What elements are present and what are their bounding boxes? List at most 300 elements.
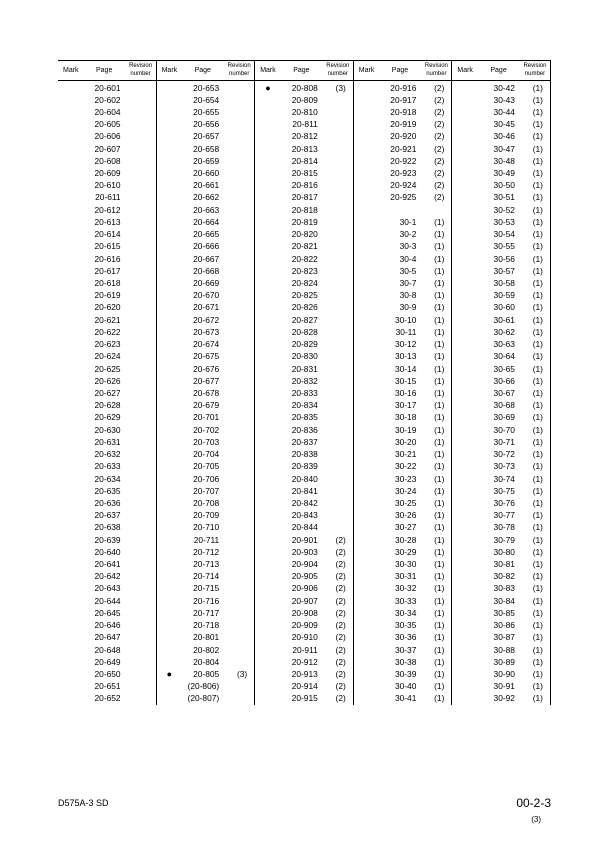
page-cell: 20-620 <box>94 302 121 313</box>
revision-cell: (1) <box>532 204 543 215</box>
table-row <box>452 509 550 521</box>
page-cell: 20-925 <box>390 192 417 203</box>
page-cell: 30-9 <box>399 302 417 313</box>
table-row <box>157 546 255 558</box>
revision-cell: (2) <box>335 583 346 594</box>
page-cell: 20-904 <box>291 559 318 570</box>
table-row <box>157 692 255 704</box>
header-page: Page <box>293 67 310 74</box>
table-row <box>157 582 255 594</box>
page-cell: 20-822 <box>291 253 318 264</box>
revision-cell: (2) <box>434 106 445 117</box>
page-cell: 20-708 <box>193 497 220 508</box>
page-cell: 20-816 <box>291 180 318 191</box>
table-row <box>58 521 156 533</box>
page-cell: 20-641 <box>94 559 121 570</box>
page-cell: 20-652 <box>94 693 121 704</box>
table-row <box>354 436 452 448</box>
table-row <box>157 668 255 680</box>
page-cell: 20-827 <box>291 314 318 325</box>
table-row <box>157 363 255 375</box>
page-cell: 20-815 <box>291 168 318 179</box>
page-cell: 20-637 <box>94 510 121 521</box>
page-cell: 20-910 <box>291 632 318 643</box>
table-row <box>157 118 255 130</box>
page-cell: 20-705 <box>193 461 220 472</box>
table-row <box>157 375 255 387</box>
page-cell: 20-658 <box>193 143 220 154</box>
table-row <box>255 289 353 301</box>
page-cell: 20-642 <box>94 571 121 582</box>
page-cell: 20-922 <box>390 155 417 166</box>
revision-cell: (1) <box>434 546 445 557</box>
page-cell: 30-83 <box>493 583 515 594</box>
page-cell: 20-830 <box>291 351 318 362</box>
table-row <box>255 191 353 203</box>
page-cell: 30-54 <box>493 229 515 240</box>
table-row <box>157 204 255 216</box>
page-cell: 20-640 <box>94 546 121 557</box>
table-row <box>255 253 353 265</box>
page-cell: 20-838 <box>291 449 318 460</box>
column-header <box>255 60 353 81</box>
table-row <box>58 680 156 692</box>
page-cell: 20-612 <box>94 204 121 215</box>
page-cell: 20-611 <box>95 192 121 203</box>
table-row <box>255 534 353 546</box>
page-cell: 30-76 <box>493 497 515 508</box>
page-cell: 20-602 <box>94 94 121 105</box>
page-cell: 20-627 <box>94 387 121 398</box>
revision-cell: (1) <box>434 314 445 325</box>
table-row <box>255 94 353 106</box>
table-row <box>354 582 452 594</box>
table-row <box>58 448 156 460</box>
table-row <box>255 497 353 509</box>
table-row <box>157 399 255 411</box>
page-cell: 20-630 <box>94 424 121 435</box>
revision-cell: (1) <box>532 82 543 93</box>
footer-model: D575A-3 SD <box>58 798 109 808</box>
table-row <box>452 253 550 265</box>
table-row <box>452 595 550 607</box>
table-row <box>255 558 353 570</box>
table-row <box>58 216 156 228</box>
table-row <box>255 473 353 485</box>
table-row <box>58 301 156 313</box>
table-row <box>157 485 255 497</box>
page-cell: 20-825 <box>291 290 318 301</box>
revision-cell: (1) <box>434 436 445 447</box>
table-row <box>255 301 353 313</box>
table-row <box>452 485 550 497</box>
table-row <box>255 118 353 130</box>
table-row <box>354 473 452 485</box>
page-cell: 20-670 <box>193 290 220 301</box>
page-cell: 20-802 <box>193 644 220 655</box>
page-cell: 30-70 <box>493 424 515 435</box>
column-block-2 <box>157 60 256 705</box>
table-row <box>157 106 255 118</box>
page-cell: 20-665 <box>193 229 220 240</box>
header-page: Page <box>391 67 409 74</box>
table-row <box>58 607 156 619</box>
page-cell: 20-837 <box>291 436 318 447</box>
table-row <box>452 631 550 643</box>
page-cell: 20-818 <box>291 204 318 215</box>
page-cell: 20-834 <box>291 400 318 411</box>
page-cell: 30-61 <box>493 314 515 325</box>
revision-cell: (1) <box>434 497 445 508</box>
revision-cell: (1) <box>532 278 543 288</box>
page-cell: 20-710 <box>193 522 220 533</box>
page-cell: 30-2 <box>399 229 417 240</box>
revision-cell: (1) <box>434 216 445 227</box>
revision-cell: (1) <box>532 106 543 117</box>
page-cell: 30-75 <box>493 485 515 496</box>
table-row <box>157 277 255 289</box>
page-cell: 20-626 <box>94 375 121 386</box>
revision-cell: (1) <box>434 534 445 545</box>
page-cell: 20-617 <box>94 265 121 276</box>
revision-cell: (2) <box>434 131 445 142</box>
page-cell: 30-72 <box>493 449 515 460</box>
footer-page-revision: (3) <box>531 815 541 824</box>
revision-cell: (1) <box>434 375 445 386</box>
page-cell: 30-65 <box>493 363 515 374</box>
revision-cell: (3) <box>335 82 346 93</box>
revision-cell: (1) <box>532 143 543 154</box>
table-row <box>255 167 353 179</box>
page-cell: 20-716 <box>193 595 220 606</box>
page-cell: 20-667 <box>193 253 220 264</box>
revision-cell: (2) <box>434 94 445 105</box>
page-cell: 30-4 <box>399 253 417 264</box>
page-cell: 20-605 <box>94 119 121 130</box>
table-row <box>354 167 452 179</box>
revision-cell: (2) <box>434 168 445 179</box>
table-row <box>58 326 156 338</box>
table-row <box>255 619 353 631</box>
table-row <box>157 155 255 167</box>
table-row <box>452 411 550 423</box>
revision-cell: (1) <box>434 449 445 460</box>
page-cell: 20-679 <box>193 400 220 411</box>
revision-cell: (2) <box>335 632 346 643</box>
table-row <box>354 94 452 106</box>
table-row <box>354 570 452 582</box>
revision-cell: (1) <box>434 229 445 240</box>
page-cell: 20-636 <box>94 497 121 508</box>
table-row <box>255 375 353 387</box>
table-row <box>157 179 255 191</box>
page-cell: 30-89 <box>493 656 515 667</box>
table-row <box>452 570 550 582</box>
table-row <box>452 82 550 94</box>
page-cell: 20-841 <box>291 485 318 496</box>
revision-cell: (1) <box>434 669 445 679</box>
page-cell: 30-43 <box>493 94 515 105</box>
revision-cell: (1) <box>532 314 543 325</box>
table-row <box>157 644 255 656</box>
page-cell: 20-713 <box>193 559 220 570</box>
page-cell: 20-639 <box>94 534 121 545</box>
page-cell: 30-16 <box>394 387 417 398</box>
page-cell: 30-35 <box>394 620 417 631</box>
page-cell: 20-616 <box>94 253 121 264</box>
revision-cell: (1) <box>532 546 543 557</box>
revision-cell: (1) <box>434 400 445 411</box>
revision-cell: (1) <box>532 583 543 594</box>
table-row <box>58 191 156 203</box>
table-row <box>452 534 550 546</box>
table-row <box>452 216 550 228</box>
table-row <box>354 521 452 533</box>
table-row <box>157 338 255 350</box>
page-cell: 20-829 <box>291 339 318 350</box>
revision-cell: (2) <box>335 546 346 557</box>
table-row <box>354 644 452 656</box>
table-row <box>354 155 452 167</box>
table-row <box>354 118 452 130</box>
page-cell: 20-678 <box>193 387 220 398</box>
table-row <box>255 436 353 448</box>
revision-cell: (2) <box>335 620 346 631</box>
table-row <box>58 668 156 680</box>
table-row <box>58 179 156 191</box>
table-row <box>354 534 452 546</box>
table-row <box>255 216 353 228</box>
table-row <box>354 179 452 191</box>
table-row <box>157 94 255 106</box>
table-row <box>58 94 156 106</box>
page-cell: 30-46 <box>493 131 515 142</box>
table-row <box>58 644 156 656</box>
page-cell: 20-668 <box>193 265 220 276</box>
page-cell: 30-53 <box>493 216 515 227</box>
revision-cell: (1) <box>532 485 543 496</box>
page-cell: 20-609 <box>94 168 121 179</box>
table-row <box>452 94 550 106</box>
page-cell: 20-661 <box>193 180 220 191</box>
page-cell: 20-828 <box>291 326 318 337</box>
page-cell: 20-836 <box>291 424 318 435</box>
page-cell: 20-645 <box>94 607 121 618</box>
page-cell: 30-36 <box>394 632 417 643</box>
page-cell: 20-669 <box>193 278 220 288</box>
revision-cell: (1) <box>532 339 543 350</box>
revision-cell: (1) <box>434 510 445 521</box>
table-row <box>58 692 156 704</box>
revision-cell: (1) <box>434 473 445 484</box>
header-revision: Revision number <box>523 63 547 77</box>
table-row <box>58 167 156 179</box>
table-row <box>58 534 156 546</box>
table-row <box>255 521 353 533</box>
page-cell: 20-649 <box>94 656 121 667</box>
table-row <box>157 314 255 326</box>
page-cell: 20-659 <box>193 155 220 166</box>
revision-cell: (1) <box>434 363 445 374</box>
page-cell: 30-56 <box>493 253 515 264</box>
revision-cell: (1) <box>532 681 543 692</box>
revision-cell: (1) <box>532 656 543 667</box>
page-cell: 30-42 <box>493 82 515 93</box>
table-row <box>354 130 452 142</box>
page-cell: 30-91 <box>493 681 515 692</box>
revision-cell: (1) <box>434 559 445 570</box>
page-cell: 30-7 <box>399 278 417 288</box>
table-row <box>58 143 156 155</box>
revision-cell: (1) <box>434 522 445 533</box>
page-cell: 30-39 <box>394 669 417 679</box>
page-cell: 30-63 <box>493 339 515 350</box>
page-cell: 20-903 <box>291 546 318 557</box>
header-mark: Mark <box>358 67 375 74</box>
revision-cell: (1) <box>434 253 445 264</box>
revision-cell: (1) <box>532 326 543 337</box>
revision-cell: (1) <box>532 180 543 191</box>
revision-cell: (2) <box>335 607 346 618</box>
table-row <box>452 265 550 277</box>
table-row <box>157 191 255 203</box>
column-block-4 <box>354 60 453 705</box>
revision-cell: (1) <box>532 559 543 570</box>
table-row <box>157 411 255 423</box>
revision-cell: (2) <box>335 534 346 545</box>
page-cell: 30-88 <box>493 644 515 655</box>
revision-cell: (1) <box>434 241 445 252</box>
header-revision: Revision number <box>227 63 251 77</box>
table-row <box>157 631 255 643</box>
page-cell: 30-1 <box>399 216 417 227</box>
revision-cell: (1) <box>434 681 445 692</box>
page-cell: 30-3 <box>399 241 417 252</box>
page-cell: 30-71 <box>493 436 515 447</box>
table-row <box>452 143 550 155</box>
table-row <box>58 82 156 94</box>
table-row <box>354 607 452 619</box>
table-row <box>452 387 550 399</box>
table-row <box>354 191 452 203</box>
table-row <box>354 595 452 607</box>
page-cell: 30-20 <box>394 436 417 447</box>
header-page: Page <box>194 67 211 74</box>
table-row <box>452 191 550 203</box>
table-row <box>354 216 452 228</box>
page-cell: 30-37 <box>394 644 417 655</box>
revision-list-table <box>58 60 551 705</box>
table-row <box>255 387 353 399</box>
page-cell: 20-711 <box>193 534 220 545</box>
revision-cell: (1) <box>532 94 543 105</box>
revision-cell: (1) <box>434 693 445 704</box>
table-row <box>58 314 156 326</box>
page-cell: 30-32 <box>394 583 417 594</box>
page-cell: 20-643 <box>94 583 121 594</box>
page-cell: 20-647 <box>94 632 121 643</box>
page-cell: 20-919 <box>390 119 417 130</box>
table-row <box>157 521 255 533</box>
revision-cell: (1) <box>532 387 543 398</box>
page-cell: 30-28 <box>394 534 417 545</box>
page-cell: 20-619 <box>94 290 121 301</box>
table-row <box>255 240 353 252</box>
page-cell: 20-644 <box>94 595 121 606</box>
table-row <box>58 424 156 436</box>
page-cell: 30-27 <box>394 522 417 533</box>
page-cell: 20-610 <box>94 180 121 191</box>
table-row <box>58 363 156 375</box>
header-mark: Mark <box>260 67 276 74</box>
table-row <box>452 350 550 362</box>
page-cell: 20-673 <box>193 326 220 337</box>
page-cell: 30-30 <box>394 559 417 570</box>
revision-cell: (2) <box>434 143 445 154</box>
table-row <box>354 497 452 509</box>
revision-cell: (2) <box>434 82 445 93</box>
revision-cell: (1) <box>434 632 445 643</box>
page-cell: 20-717 <box>193 607 220 618</box>
table-row <box>58 595 156 607</box>
table-row <box>58 350 156 362</box>
page-cell: 30-38 <box>394 656 417 667</box>
page-cell: 30-73 <box>493 461 515 472</box>
page-cell: 20-648 <box>94 644 121 655</box>
page-cell: 30-50 <box>493 180 515 191</box>
table-row <box>157 228 255 240</box>
page-cell: 30-25 <box>394 497 417 508</box>
page-cell: 20-901 <box>291 534 318 545</box>
table-row <box>255 228 353 240</box>
revision-cell: (2) <box>434 180 445 191</box>
revision-cell: (1) <box>532 644 543 655</box>
table-row <box>255 631 353 643</box>
page-cell: 20-614 <box>94 229 121 240</box>
revision-cell: (1) <box>532 290 543 301</box>
page-cell: 20-650 <box>94 669 121 679</box>
table-row <box>255 265 353 277</box>
page-cell: 30-23 <box>394 473 417 484</box>
revision-cell: (1) <box>532 168 543 179</box>
table-row <box>58 485 156 497</box>
table-row <box>58 228 156 240</box>
table-row <box>354 106 452 118</box>
revision-cell: (1) <box>532 461 543 472</box>
table-row <box>157 619 255 631</box>
table-row <box>354 619 452 631</box>
header-revision: Revision number <box>424 63 448 77</box>
table-row <box>452 375 550 387</box>
page-cell: 20-618 <box>94 278 121 288</box>
page-cell: 30-87 <box>493 632 515 643</box>
table-row <box>255 179 353 191</box>
revision-cell: (3) <box>236 669 248 679</box>
table-row <box>58 631 156 643</box>
revision-cell: (1) <box>532 595 543 606</box>
table-row <box>255 485 353 497</box>
table-row <box>58 473 156 485</box>
table-row <box>354 265 452 277</box>
page-cell: 20-832 <box>291 375 318 386</box>
mark-cell: ● <box>166 669 173 679</box>
revision-cell: (2) <box>335 681 346 692</box>
column-header <box>354 60 452 81</box>
page-cell: 20-914 <box>291 681 318 692</box>
page-cell: 30-12 <box>394 339 417 350</box>
page-cell: 30-55 <box>493 241 515 252</box>
table-row <box>58 619 156 631</box>
